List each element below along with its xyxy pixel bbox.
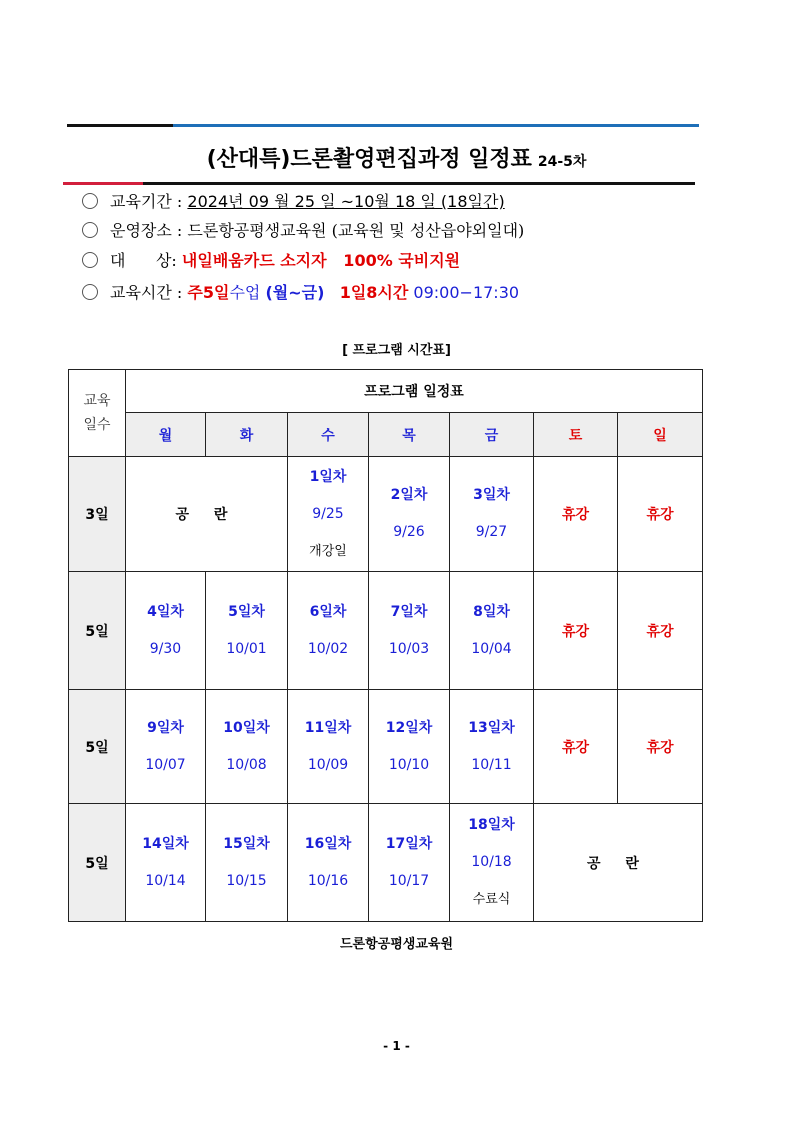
day-thu: 목 bbox=[369, 413, 450, 457]
day-date: 10/15 bbox=[226, 872, 267, 889]
corner-top: 교육 bbox=[83, 393, 111, 409]
schedule-cell bbox=[369, 572, 450, 690]
day-date: 10/14 bbox=[145, 872, 186, 889]
info-target bbox=[82, 248, 460, 271]
place-value: 드론항공평생교육원 (교육원 및 성산읍야외일대) bbox=[187, 221, 525, 240]
day-number: 15일차 bbox=[223, 835, 270, 852]
schedule-cell bbox=[126, 804, 206, 922]
day-sun: 일 bbox=[618, 413, 703, 457]
day-number: 8일차 bbox=[473, 603, 510, 620]
top-rule-blue bbox=[173, 124, 699, 127]
row-days-count: 5일 bbox=[69, 804, 126, 922]
day-date: 10/04 bbox=[471, 640, 512, 657]
day-number: 3일차 bbox=[473, 487, 510, 503]
table-corner bbox=[69, 370, 126, 457]
day-date: 9/27 bbox=[475, 524, 508, 540]
day-number: 2일차 bbox=[390, 487, 428, 503]
table-row bbox=[69, 804, 703, 922]
time-daily: 1일8시간 bbox=[339, 283, 409, 302]
rest-cell: 휴강 bbox=[618, 572, 703, 690]
place-label: 운영장소 : bbox=[110, 221, 183, 240]
day-date: 10/03 bbox=[388, 640, 430, 657]
rest-cell: 휴강 bbox=[534, 572, 618, 690]
time-weekdays: (월~금) bbox=[265, 283, 325, 302]
title-text: (산대특)드론촬영편집과정 일정표 bbox=[206, 147, 532, 172]
circle-bullet-icon bbox=[82, 193, 98, 209]
corner-bottom: 일수 bbox=[83, 417, 111, 433]
time-week-suffix: 수업 bbox=[229, 283, 261, 302]
day-date: 10/18 bbox=[471, 854, 512, 870]
title-rule-dark bbox=[143, 182, 695, 185]
day-fri: 금 bbox=[450, 413, 534, 457]
target-label: 대 상: bbox=[110, 251, 177, 270]
day-number: 6일차 bbox=[309, 603, 347, 620]
time-label: 교육시간 : bbox=[110, 283, 183, 302]
top-rule-dark bbox=[67, 124, 173, 127]
period-label: 교육기간 : bbox=[110, 192, 183, 211]
day-note: 수료식 bbox=[472, 892, 511, 907]
day-number: 12일차 bbox=[385, 719, 433, 736]
schedule-cell bbox=[206, 572, 288, 690]
day-number: 9일차 bbox=[147, 719, 184, 736]
day-date: 10/17 bbox=[388, 872, 430, 889]
schedule-cell bbox=[450, 804, 534, 922]
schedule-cell bbox=[450, 457, 534, 572]
time-hours: 09:00−17:30 bbox=[413, 283, 520, 302]
day-date: 9/30 bbox=[149, 640, 182, 657]
day-wed: 수 bbox=[288, 413, 369, 457]
day-number: 18일차 bbox=[468, 817, 515, 833]
table-row bbox=[69, 572, 703, 690]
day-number: 7일차 bbox=[390, 603, 428, 620]
day-date: 10/01 bbox=[226, 640, 267, 657]
schedule-cell bbox=[288, 804, 369, 922]
schedule-cell bbox=[288, 572, 369, 690]
circle-bullet-icon bbox=[82, 284, 98, 300]
schedule-cell bbox=[369, 690, 450, 804]
schedule-cell bbox=[288, 457, 369, 572]
row-days-count: 5일 bbox=[69, 690, 126, 804]
schedule-cell bbox=[450, 690, 534, 804]
circle-bullet-icon bbox=[82, 222, 98, 238]
info-period bbox=[82, 189, 505, 212]
day-date: 10/10 bbox=[388, 756, 430, 773]
schedule-cell bbox=[450, 572, 534, 690]
row-days-count: 3일 bbox=[69, 457, 126, 572]
rest-cell: 휴강 bbox=[618, 457, 703, 572]
day-mon: 월 bbox=[126, 413, 206, 457]
rest-cell: 휴강 bbox=[618, 690, 703, 804]
day-date: 10/11 bbox=[471, 756, 512, 773]
schedule-cell bbox=[288, 690, 369, 804]
target-value: 내일배움카드 소지자 100% 국비지원 bbox=[181, 251, 461, 270]
day-date: 10/02 bbox=[307, 640, 349, 657]
closed-cell: 공 란 bbox=[534, 804, 703, 922]
table-row bbox=[69, 457, 703, 572]
period-value: 2024년 09 월 25 일 ~10월 18 일 (18일간) bbox=[187, 192, 505, 211]
day-number: 1일차 bbox=[309, 468, 347, 485]
info-time bbox=[82, 280, 519, 303]
title-round: 24-5차 bbox=[537, 154, 587, 170]
time-week-days: 주5일 bbox=[187, 283, 230, 302]
table-caption: [ 프로그램 시간표] bbox=[342, 343, 451, 358]
schedule-cell bbox=[206, 690, 288, 804]
day-number: 17일차 bbox=[385, 835, 433, 852]
day-sat: 토 bbox=[534, 413, 618, 457]
day-date: 10/16 bbox=[307, 872, 349, 889]
table-row bbox=[69, 690, 703, 804]
schedule-cell bbox=[126, 690, 206, 804]
table-title: 프로그램 일정표 bbox=[126, 370, 703, 413]
closed-cell: 공 란 bbox=[126, 457, 288, 572]
schedule-cell bbox=[126, 572, 206, 690]
schedule-cell bbox=[369, 804, 450, 922]
page-title bbox=[0, 142, 793, 173]
day-number: 11일차 bbox=[304, 719, 352, 736]
day-tue: 화 bbox=[206, 413, 288, 457]
info-place bbox=[82, 218, 524, 241]
circle-bullet-icon bbox=[82, 252, 98, 268]
day-date: 10/08 bbox=[226, 756, 267, 773]
day-date: 9/26 bbox=[393, 524, 425, 540]
page-number: - 1 - bbox=[383, 1039, 410, 1053]
day-number: 16일차 bbox=[304, 835, 352, 852]
day-date: 9/25 bbox=[312, 505, 344, 522]
day-number: 5일차 bbox=[228, 603, 265, 620]
row-days-count: 5일 bbox=[69, 572, 126, 690]
rest-cell: 휴강 bbox=[534, 457, 618, 572]
day-number: 14일차 bbox=[142, 835, 189, 852]
day-date: 10/09 bbox=[307, 756, 349, 773]
day-date: 10/07 bbox=[145, 756, 186, 773]
day-number: 13일차 bbox=[468, 719, 515, 736]
footer-org: 드론항공평생교육원 bbox=[339, 937, 454, 952]
title-rule-red bbox=[63, 182, 143, 185]
day-number: 4일차 bbox=[147, 603, 184, 620]
schedule-cell bbox=[206, 804, 288, 922]
schedule-table bbox=[68, 369, 703, 922]
day-note: 개강일 bbox=[309, 543, 347, 559]
day-number: 10일차 bbox=[223, 719, 270, 736]
schedule-cell bbox=[369, 457, 450, 572]
rest-cell: 휴강 bbox=[534, 690, 618, 804]
